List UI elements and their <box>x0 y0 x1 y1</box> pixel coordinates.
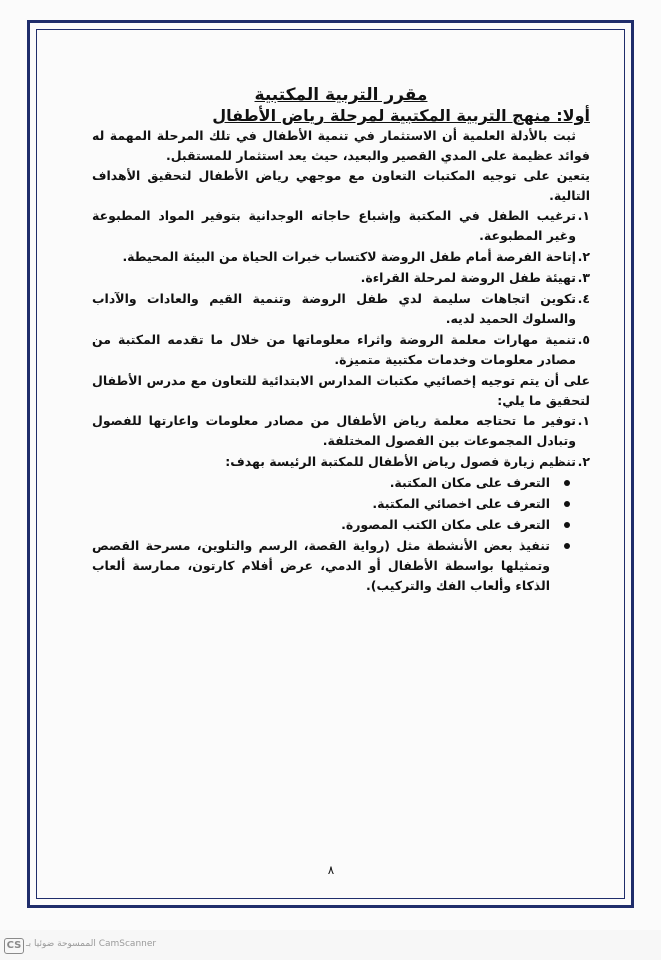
list-number: ٥. <box>577 332 590 347</box>
tasks-list <box>92 411 590 472</box>
visit-goals-list <box>92 473 590 596</box>
camscanner-logo-icon: CS <box>4 938 24 954</box>
bullet-text: التعرف على مكان المكتبة. <box>389 475 550 490</box>
list-item-text: تنمية مهارات معلمة الروضة واثراء معلوماتها من خلال ما تقدمه المكتبة من مصادر معلومات وخدمات مكتبية متميزة. <box>92 332 576 367</box>
list-item-text: إتاحة الفرصة أمام طفل الروضة لاكتساب خبرات الحياة من البيئة المحيطة. <box>122 249 576 264</box>
list-number: ١. <box>577 208 590 223</box>
bullet-icon <box>564 522 570 528</box>
bullet-text: تنفيذ بعض الأنشطة مثل (رواية القصة، الرسم والتلوين، مسرحة القصص وتمثيلها بواسطة الأطفال أو الدمي، عرض أفلام كارتون، ممارسة ألعاب الذكاء وألعاب الفك والتركيب). <box>92 538 550 593</box>
bullet-icon <box>564 480 570 486</box>
document-title: مقرر التربية المكتبية <box>254 85 428 105</box>
goals-intro-paragraph: يتعين على توجيه المكتبات التعاون مع موجهي رياض الأطفال لتحقيق الأهداف التالية. <box>92 168 590 203</box>
list-item <box>92 289 590 329</box>
list-item <box>92 247 590 267</box>
goals-list <box>92 206 590 370</box>
list-number: ٢. <box>577 454 590 469</box>
list-number: ٢. <box>577 249 590 264</box>
tasks-intro-paragraph: على أن يتم توجيه إخصائيي مكتبات المدارس الابتدائية للتعاون مع مدرس الأطفال لتحقيق ما يلي: <box>92 373 590 408</box>
intro-paragraph: ثبت بالأدلة العلمية أن الاستثمار في تنمية الأطفال في تلك المرحلة المهمة له فوائد عظيمة على المدي القصير والبعيد، حيث يعد استثمار للمستقبل. <box>92 128 590 163</box>
list-item-text: تهيئة طفل الروضة لمرحلة القراءة. <box>360 270 576 285</box>
list-item <box>92 206 590 246</box>
bullet-icon <box>564 501 570 507</box>
camscanner-watermark: الممسوحة ضوئيا بـ CamScanner <box>26 939 157 949</box>
list-item <box>92 268 590 288</box>
page-number: ٨ <box>327 863 335 877</box>
bullet-icon <box>564 543 570 549</box>
bullet-item <box>92 515 590 535</box>
list-item-text: تنظيم زيارة فصول رياض الأطفال للمكتبة الرئيسة بهدف: <box>225 454 576 469</box>
bullet-item <box>92 473 590 493</box>
section-heading: أولا: منهج التربية المكتبية لمرحلة رياض الأطفال <box>212 106 590 125</box>
list-number: ٤. <box>577 291 590 306</box>
list-item <box>92 452 590 472</box>
list-number: ٣. <box>577 270 590 285</box>
list-number: ١. <box>577 413 590 428</box>
document-content <box>92 84 590 597</box>
list-item <box>92 330 590 370</box>
bullet-text: التعرف على اخصائي المكتبة. <box>372 496 550 511</box>
bullet-item <box>92 536 590 596</box>
bullet-item <box>92 494 590 514</box>
list-item-text: تكوين اتجاهات سليمة لدي طفل الروضة وتنمية القيم والعادات والآداب والسلوك الحميد لديه. <box>92 291 576 326</box>
list-item <box>92 411 590 451</box>
bullet-text: التعرف على مكان الكتب المصورة. <box>341 517 550 532</box>
list-item-text: ترغيب الطفل في المكتبة وإشباع حاجاته الوجدانية بتوفير المواد المطبوعة وغير المطبوعة. <box>92 208 576 243</box>
list-item-text: توفير ما تحتاجه معلمة رياض الأطفال من مصادر معلومات واعارتها للفصول وتبادل المجموعات بين الفصول المختلفة. <box>92 413 576 448</box>
